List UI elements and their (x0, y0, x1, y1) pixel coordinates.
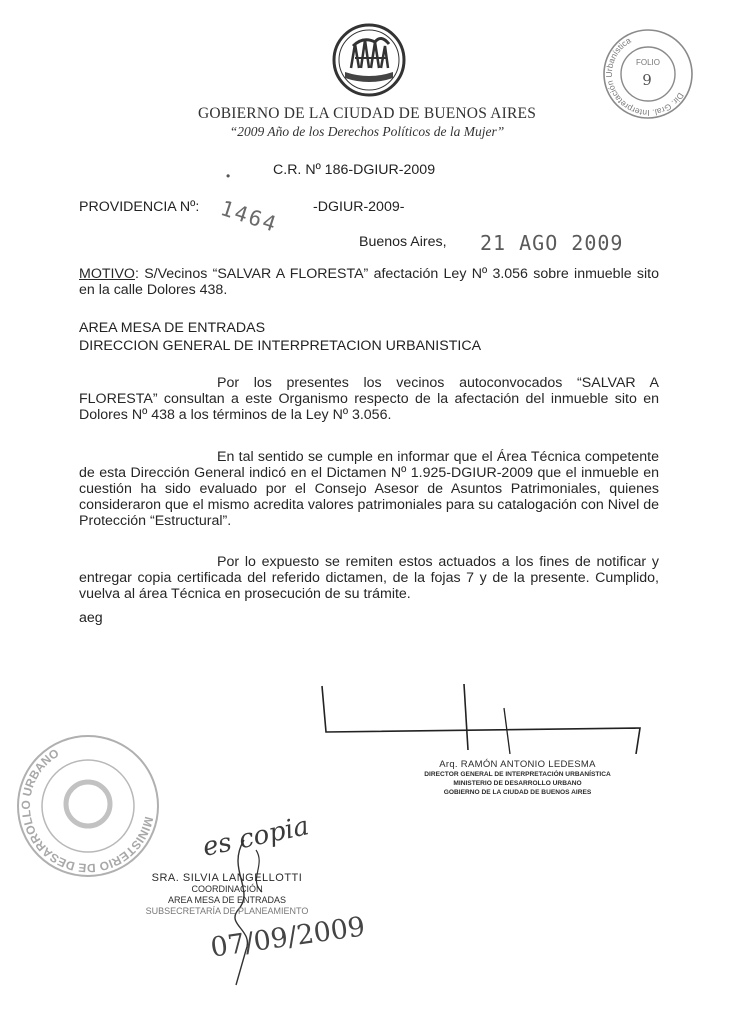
coordinator-name: SRA. SILVIA LANGELLOTTI (151, 872, 303, 884)
director-stamp (380, 759, 655, 797)
director-ministry: MINISTERIO DE DESARROLLO URBANO (453, 780, 582, 787)
recipient-line-1: AREA MESA DE ENTRADAS (79, 320, 266, 336)
providencia-number-stamp: 1464 (217, 196, 281, 237)
director-government: GOBIERNO DE LA CIUDAD DE BUENOS AIRES (443, 789, 592, 796)
paragraph-3: Por lo expuesto se remiten estos actuados a los fines de notificar y entregar copia certificada del referido dictamen, de la fojas 7 y de la presente. Cumplido, vuelva al área Técnica en prosecución de su trámite. (79, 554, 659, 602)
es-copia-handwriting: es copia (200, 811, 312, 863)
government-heading: GOBIERNO DE LA CIUDAD DE BUENOS AIRES (197, 105, 537, 122)
initials: aeg (79, 610, 103, 626)
director-title: DIRECTOR GENERAL DE INTERPRETACIÓN URBANÍSTICA (424, 771, 611, 778)
providencia-label: PROVIDENCIA Nº: (79, 199, 200, 215)
coordinator-subsecretaria: SUBSECRETARÍA DE PLANEAMIENTO (145, 906, 309, 916)
ministry-round-seal (14, 732, 162, 880)
svg-text:MINISTERIO DE DESARROLLO URBAN (14, 742, 162, 880)
city-coat-of-arms (331, 22, 407, 98)
folio-label: FOLIO (635, 58, 661, 67)
place: Buenos Aires, (359, 234, 447, 250)
recipient-line-2: DIRECCION GENERAL DE INTERPRETACION URBANISTICA (79, 338, 482, 354)
date-stamp: 21 AGO 2009 (480, 231, 624, 255)
coordinator-stamp (142, 872, 312, 917)
motivo-text: : S/Vecinos “SALVAR A FLORESTA” afectación Ley Nº 3.056 sobre inmueble sito en la calle Dolores 438. (79, 266, 659, 298)
cr-number: C.R. Nº 186-DGIUR-2009 (273, 162, 436, 178)
ink-mark: • (226, 169, 231, 183)
motivo (79, 266, 659, 298)
director-name: Arq. RAMÓN ANTONIO LEDESMA (439, 759, 596, 770)
motivo-label: MOTIVO (79, 266, 135, 282)
year-motto: “2009 Año de los Derechos Políticos de la Mujer” (229, 124, 505, 139)
providencia-suffix: -DGIUR-2009- (313, 199, 405, 215)
handwritten-date: 07/09/2009 (208, 911, 368, 964)
folio-number: 9 (642, 71, 652, 89)
coordinator-title: COORDINACIÓN (191, 884, 263, 894)
paragraph-1: Por los presentes los vecinos autoconvocados “SALVAR A FLORESTA” consultan a este Organismo respecto de la afectación del inmueble sito en Dolores Nº 438 a los términos de la Ley Nº 3.056. (79, 375, 659, 423)
coordinator-area: AREA MESA DE ENTRADAS (167, 895, 287, 905)
folio-ring-text: Dir. Gral. Interpretación Urbanística (603, 35, 686, 119)
paragraph-2: En tal sentido se cumple en informar que el Área Técnica competente de esta Dirección General indicó en el Dictamen Nº 1.925-DGIUR-2009 que el inmueble en cuestión ha sido evaluado por el Consejo Asesor de Asuntos Patrimoniales, quienes consideraron que el mismo acredita valores patrimoniales para su catalogación con Nivel de Protección “Estructural”. (79, 449, 659, 529)
director-signature (318, 684, 658, 754)
seal-ring-text: MINISTERIO DE DESARROLLO URBANO (18, 745, 156, 876)
